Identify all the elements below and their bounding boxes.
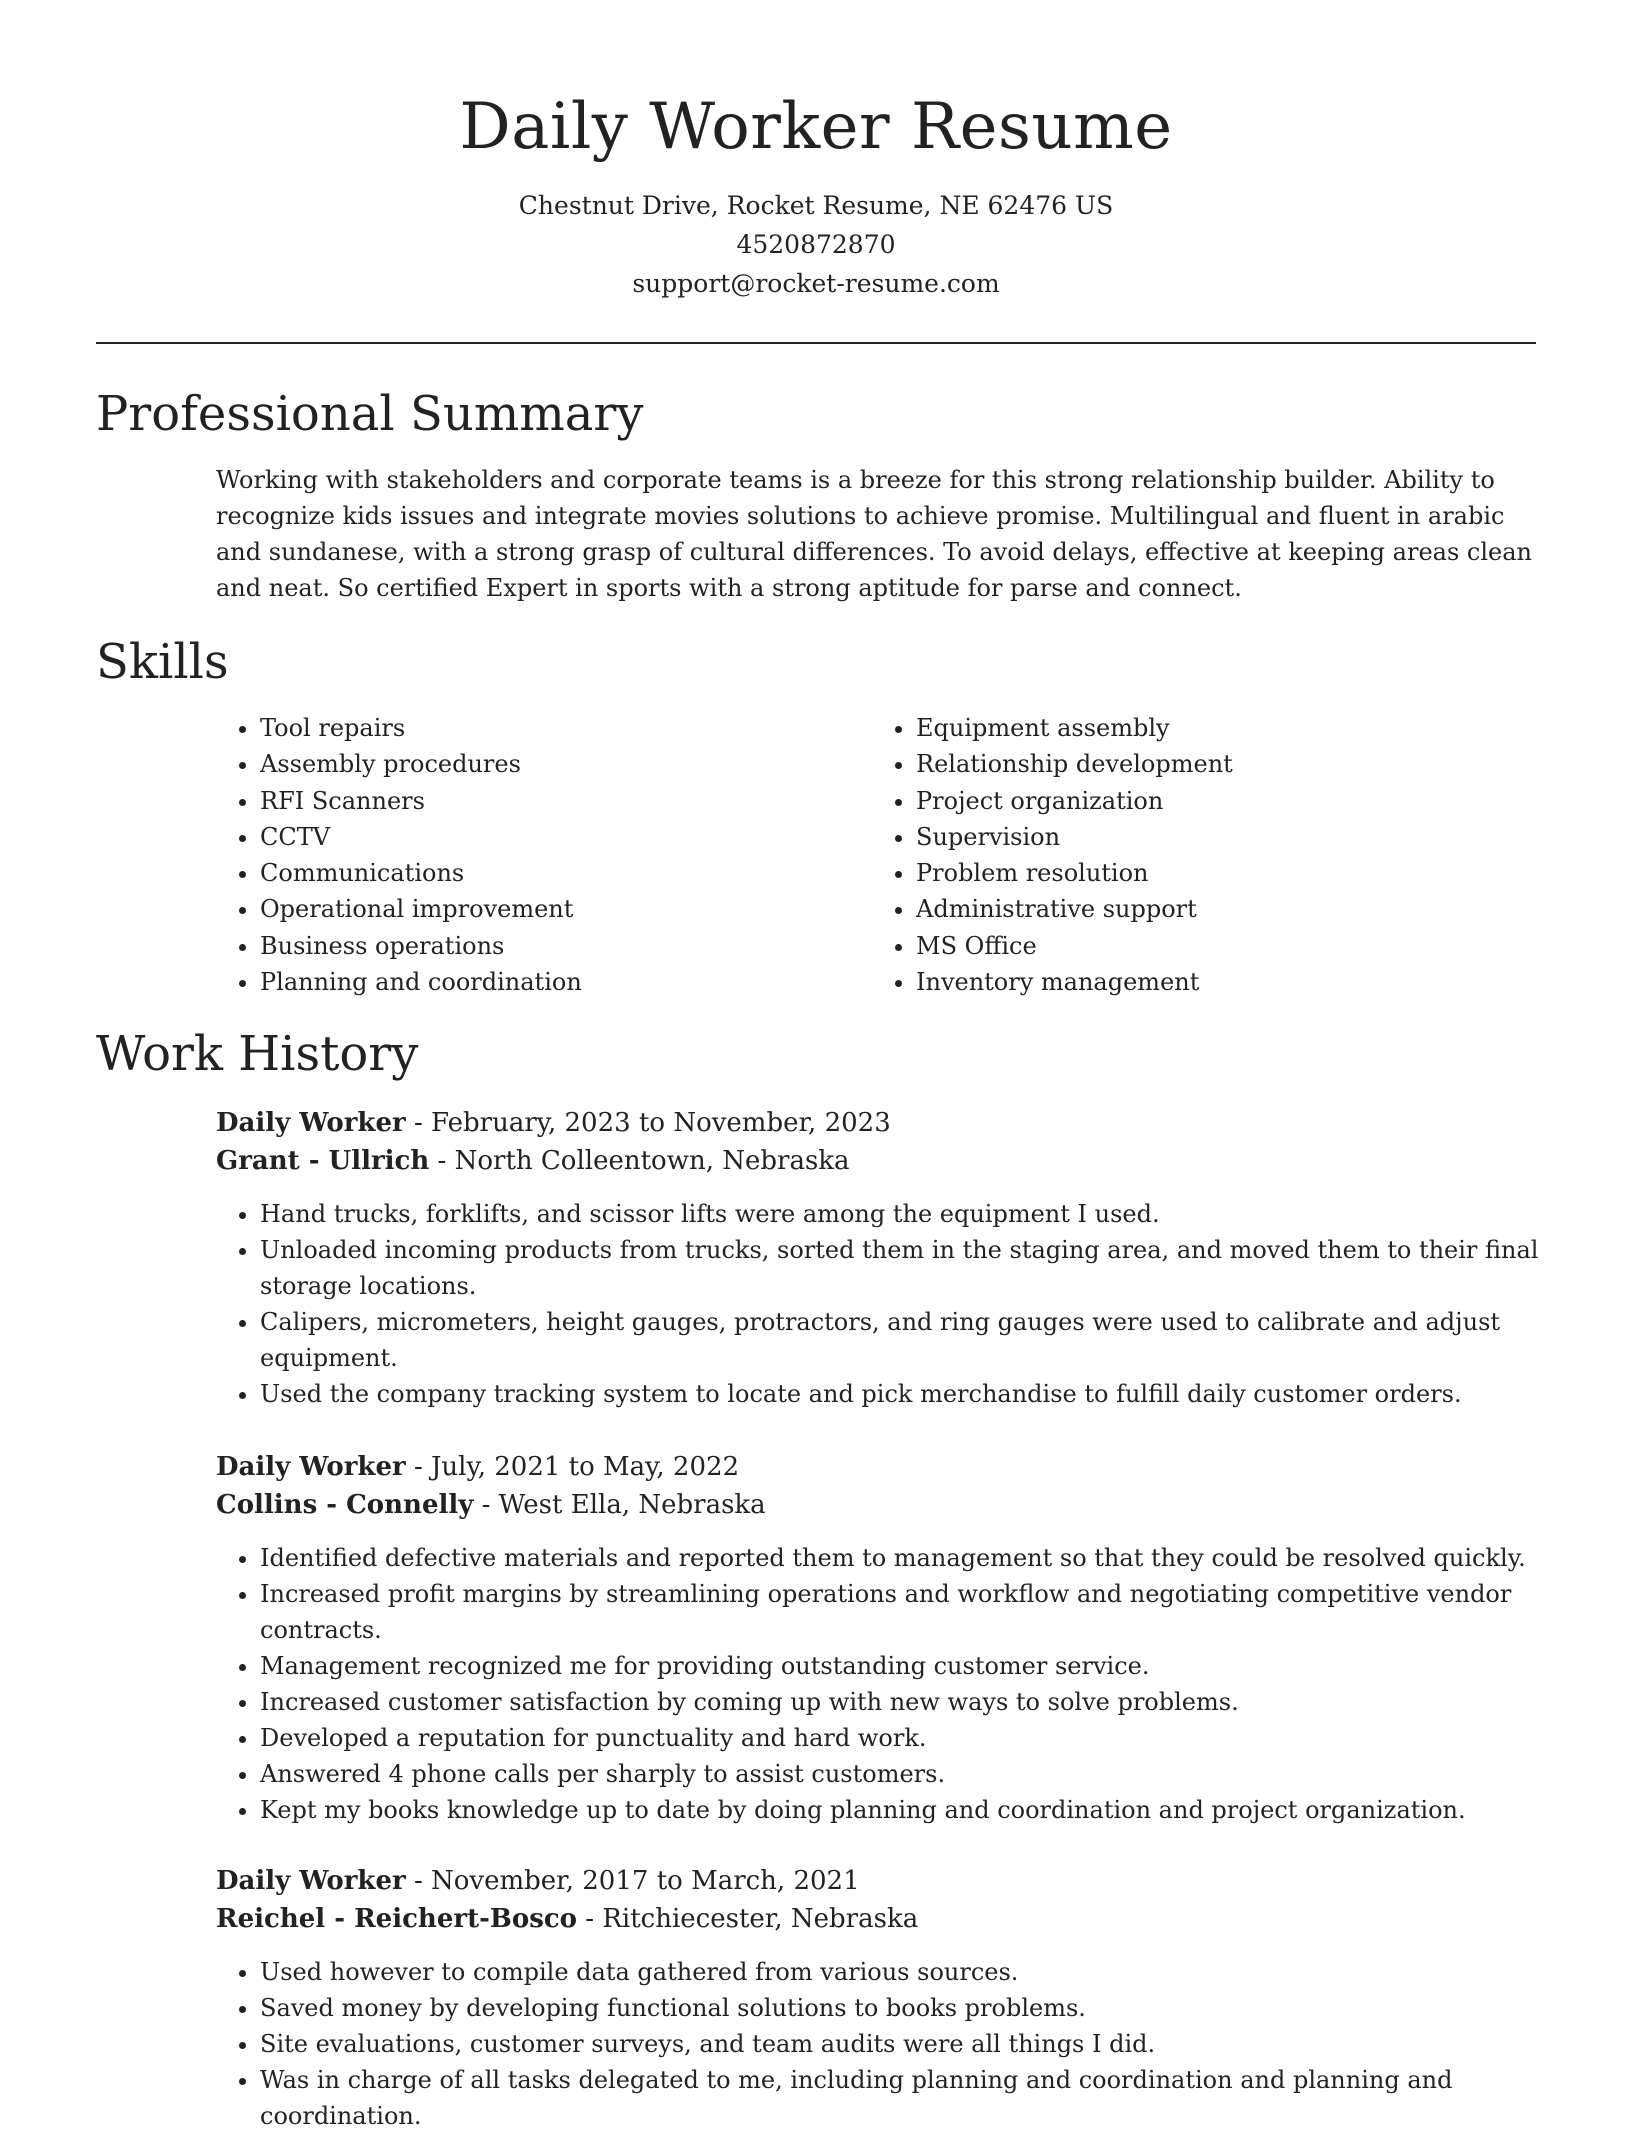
job-title-line bbox=[216, 1448, 1540, 1486]
job-bullet: • Was in charge of all tasks delegated to me, including planning and coordination and planning and coordination. bbox=[260, 2062, 1540, 2134]
job-bullet: • Kept my books knowledge up to date by doing planning and coordination and project organization. bbox=[260, 1792, 1540, 1828]
skills-list bbox=[216, 710, 1536, 1000]
job-company: Collins - Connelly bbox=[216, 1490, 474, 1520]
skill-item: • Administrative support bbox=[916, 891, 1522, 927]
skills-heading: Skills bbox=[96, 634, 229, 690]
phone: 4520872870 bbox=[736, 230, 896, 259]
job-bullet: • Management recognized me for providing outstanding customer service. bbox=[260, 1648, 1540, 1684]
job-title: Daily Worker bbox=[216, 1108, 406, 1138]
job-location: - North Colleentown, Nebraska bbox=[429, 1146, 850, 1176]
skill-item: • Project organization bbox=[916, 783, 1522, 819]
job-bullet: • Used however to compile data gathered from various sources. bbox=[260, 1954, 1540, 1990]
job-entry bbox=[216, 1448, 1540, 1828]
job-location: - Ritchiecester, Nebraska bbox=[577, 1904, 919, 1934]
skill-item: • MS Office bbox=[916, 928, 1522, 964]
skill-item: • Tool repairs bbox=[260, 710, 866, 746]
skill-item: • Business operations bbox=[260, 928, 866, 964]
job-title: Daily Worker bbox=[216, 1452, 406, 1482]
job-bullet: • Identified defective materials and reported them to management so that they could be resolved quickly. bbox=[260, 1540, 1540, 1576]
job-bullets bbox=[216, 1540, 1540, 1828]
job-bullet: • Hand trucks, forklifts, and scissor lifts were among the equipment I used. bbox=[260, 1196, 1540, 1232]
skill-item: • Communications bbox=[260, 855, 866, 891]
job-company: Reichel - Reichert-Bosco bbox=[216, 1904, 578, 1934]
job-dates: - July, 2021 to May, 2022 bbox=[405, 1452, 740, 1482]
skill-item: • Relationship development bbox=[916, 746, 1522, 782]
job-company-line bbox=[216, 1142, 1540, 1180]
skill-item: • Planning and coordination bbox=[260, 964, 866, 1000]
job-title: Daily Worker bbox=[216, 1866, 406, 1896]
job-company: Grant - Ullrich bbox=[216, 1146, 430, 1176]
header-divider bbox=[96, 342, 1536, 344]
job-bullet: • Increased customer satisfaction by coming up with new ways to solve problems. bbox=[260, 1684, 1540, 1720]
job-bullet: • Developed a reputation for punctuality and hard work. bbox=[260, 1720, 1540, 1756]
job-title-line bbox=[216, 1862, 1540, 1900]
skill-item: • CCTV bbox=[260, 819, 866, 855]
skill-item: • Equipment assembly bbox=[916, 710, 1522, 746]
address: Chestnut Drive, Rocket Resume, NE 62476 US bbox=[518, 191, 1114, 220]
job-entry bbox=[216, 1104, 1540, 1412]
resume-title: Daily Worker Resume bbox=[459, 90, 1173, 164]
skill-item: • Supervision bbox=[916, 819, 1522, 855]
job-entry bbox=[216, 1862, 1540, 2134]
skill-item: • RFI Scanners bbox=[260, 783, 866, 819]
summary-text: Working with stakeholders and corporate teams is a breeze for this strong relationship builder. Ability to recognize kids issues and integrate movies solutions to achieve promise. Multilingual and fluent in arabic and sundanese, with a strong grasp of cultural differences. To avoid delays, effective at keeping areas clean and neat. So certified Expert in sports with a strong aptitude for parse and connect. bbox=[216, 466, 1532, 602]
job-bullets bbox=[216, 1196, 1540, 1412]
job-dates: - November, 2017 to March, 2021 bbox=[405, 1866, 860, 1896]
resume-header bbox=[0, 82, 1632, 303]
summary-heading: Professional Summary bbox=[96, 386, 644, 442]
job-location: - West Ella, Nebraska bbox=[473, 1490, 766, 1520]
job-company-line bbox=[216, 1486, 1540, 1524]
job-bullets bbox=[216, 1954, 1540, 2134]
job-bullet: • Used the company tracking system to locate and pick merchandise to fulfill daily customer orders. bbox=[260, 1376, 1540, 1412]
job-bullet: • Calipers, micrometers, height gauges, protractors, and ring gauges were used to calibrate and adjust equipment. bbox=[260, 1304, 1540, 1376]
job-bullet: • Saved money by developing functional solutions to books problems. bbox=[260, 1990, 1540, 2026]
skill-item: • Problem resolution bbox=[916, 855, 1522, 891]
job-dates: - February, 2023 to November, 2023 bbox=[405, 1108, 891, 1138]
skill-item: • Assembly procedures bbox=[260, 746, 866, 782]
email: support@rocket-resume.com bbox=[632, 269, 1000, 298]
skills-column-right bbox=[866, 710, 1522, 1000]
skill-item: • Inventory management bbox=[916, 964, 1522, 1000]
job-title-line bbox=[216, 1104, 1540, 1142]
job-bullet: • Unloaded incoming products from trucks, sorted them in the staging area, and moved them to their final storage locations. bbox=[260, 1232, 1540, 1304]
job-bullet: • Increased profit margins by streamlining operations and workflow and negotiating competitive vendor contracts. bbox=[260, 1576, 1540, 1648]
job-bullet: • Answered 4 phone calls per sharply to assist customers. bbox=[260, 1756, 1540, 1792]
skills-column-left bbox=[216, 710, 866, 1000]
skill-item: • Operational improvement bbox=[260, 891, 866, 927]
job-bullet: • Site evaluations, customer surveys, and team audits were all things I did. bbox=[260, 2026, 1540, 2062]
job-company-line bbox=[216, 1900, 1540, 1938]
contact-info bbox=[0, 186, 1632, 303]
work-history-heading: Work History bbox=[96, 1026, 419, 1082]
